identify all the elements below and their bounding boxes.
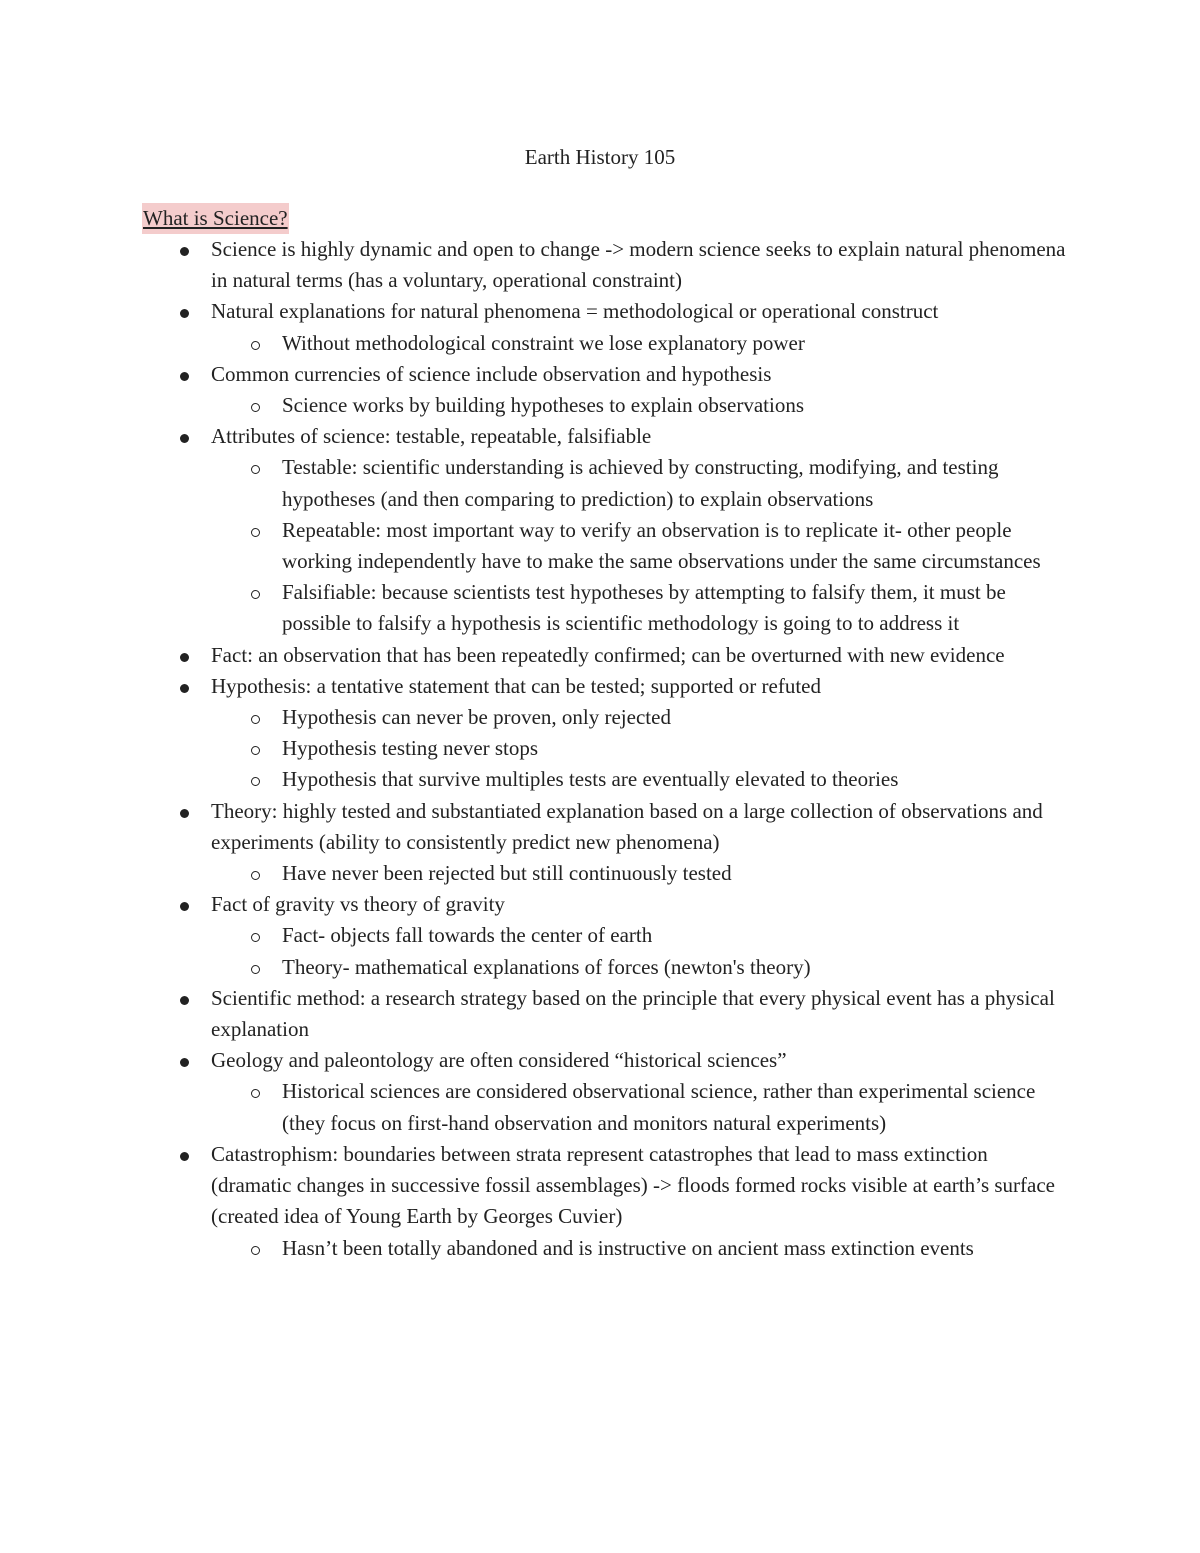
list-item: [0, 671, 1071, 702]
sub-list-item: [0, 1233, 1072, 1264]
sub-list-item: [0, 858, 1072, 889]
list-item: [0, 983, 1071, 1045]
filled-bullet-icon: [180, 1152, 189, 1161]
list-item: [0, 1045, 1071, 1076]
sub-list-item: [0, 764, 1072, 795]
list-item-text: Natural explanations for natural phenomena = methodological or operational construct: [211, 299, 939, 324]
sub-list-item-text: Historical sciences are considered observational science, rather than experimental science (they focus on first-hand observation and monitors natural experiments): [282, 1079, 1036, 1135]
sub-list-item: [0, 702, 1072, 733]
sub-list-item: [0, 733, 1072, 764]
sub-list-item-text: Hypothesis that survive multiples tests are eventually elevated to theories: [282, 767, 899, 792]
filled-bullet-icon: [180, 653, 189, 662]
sub-list-item: [0, 952, 1072, 983]
list-item-text: Common currencies of science include observation and hypothesis: [211, 361, 772, 386]
sub-list-item: [0, 1076, 1072, 1138]
hollow-bullet-icon: [251, 1246, 260, 1255]
notes-list: [0, 234, 1200, 1264]
hollow-bullet-icon: [251, 871, 260, 880]
sub-list-item-text: Testable: scientific understanding is achieved by constructing, modifying, and testing hypotheses (and then comparing to prediction) to explain observations: [282, 455, 999, 511]
filled-bullet-icon: [180, 996, 189, 1005]
list-item: [0, 889, 1071, 920]
filled-bullet-icon: [180, 372, 189, 381]
list-item: [0, 796, 1071, 858]
filled-bullet-icon: [180, 247, 189, 256]
list-item: [0, 359, 1071, 390]
sub-list-item-text: Science works by building hypotheses to explain observations: [282, 393, 804, 418]
list-item-text: Catastrophism: boundaries between strata represent catastrophes that lead to mass extinction (dramatic changes in successive fossil assemblages) -> floods formed rocks visible at earth’s surface (created idea of Young Earth by Georges Cuvier): [211, 1141, 1055, 1229]
list-item-text: Theory: highly tested and substantiated explanation based on a large collection of observations and experiments (ability to consistently predict new phenomena): [211, 798, 1043, 854]
filled-bullet-icon: [180, 309, 189, 318]
filled-bullet-icon: [180, 684, 189, 693]
list-item: [0, 640, 1071, 671]
sub-list-item-text: Hypothesis testing never stops: [282, 736, 539, 761]
list-item-text: Fact: an observation that has been repeatedly confirmed; can be overturned with new evidence: [211, 642, 1005, 667]
hollow-bullet-icon: [251, 341, 260, 350]
filled-bullet-icon: [180, 902, 189, 911]
list-item: [0, 1139, 1071, 1233]
list-item-text: Scientific method: a research strategy based on the principle that every physical event has a physical explanation: [211, 985, 1055, 1042]
list-item: [0, 234, 1071, 296]
hollow-bullet-icon: [251, 933, 260, 942]
list-item-text: Geology and paleontology are often considered “historical sciences”: [211, 1048, 787, 1073]
sub-list-item-text: Hypothesis can never be proven, only rejected: [282, 705, 671, 730]
hollow-bullet-icon: [251, 777, 260, 786]
document-title: Earth History 105: [524, 145, 676, 169]
list-item-text: Fact of gravity vs theory of gravity: [211, 892, 505, 917]
list-item-text: Science is highly dynamic and open to change -> modern science seeks to explain natural phenomena in natural terms (has a voluntary, operational constraint): [211, 237, 1066, 293]
sub-list-item: [0, 920, 1072, 951]
hollow-bullet-icon: [251, 746, 260, 755]
list-item: [0, 296, 1071, 327]
hollow-bullet-icon: [251, 528, 260, 537]
sub-list-item-text: Theory- mathematical explanations of forces (newton's theory): [282, 954, 811, 979]
list-item-text: Attributes of science: testable, repeatable, falsifiable: [211, 424, 652, 449]
sub-list-item: [0, 328, 1072, 359]
sub-list-item-text: Have never been rejected but still continuously tested: [282, 861, 732, 886]
sub-list-item-text: Hasn’t been totally abandoned and is instructive on ancient mass extinction events: [282, 1235, 974, 1260]
list-item-text: Hypothesis: a tentative statement that can be tested; supported or refuted: [211, 673, 821, 698]
sub-list-item: [0, 390, 1072, 421]
sub-list-item-text: Falsifiable: because scientists test hypotheses by attempting to falsify them, it must be possible to falsify a hypothesis is scientific methodology is going to to address it: [282, 580, 1006, 636]
hollow-bullet-icon: [251, 1089, 260, 1098]
hollow-bullet-icon: [251, 465, 260, 474]
hollow-bullet-icon: [251, 715, 260, 724]
filled-bullet-icon: [180, 809, 189, 818]
section-heading: What is Science?: [142, 203, 289, 234]
sub-list-item-text: Without methodological constraint we lose explanatory power: [282, 330, 805, 355]
sub-list-item-text: Fact- objects fall towards the center of earth: [282, 923, 653, 948]
hollow-bullet-icon: [251, 403, 260, 412]
filled-bullet-icon: [180, 1058, 189, 1067]
hollow-bullet-icon: [251, 965, 260, 974]
list-item: [0, 421, 1071, 452]
sub-list-item-text: Repeatable: most important way to verify an observation is to replicate it- other people working independently have to make the same observations under the same circumstances: [282, 517, 1041, 574]
filled-bullet-icon: [180, 434, 189, 443]
hollow-bullet-icon: [251, 590, 260, 599]
sub-list-item: [0, 515, 1072, 577]
sub-list-item: [0, 577, 1072, 639]
sub-list-item: [0, 452, 1072, 514]
